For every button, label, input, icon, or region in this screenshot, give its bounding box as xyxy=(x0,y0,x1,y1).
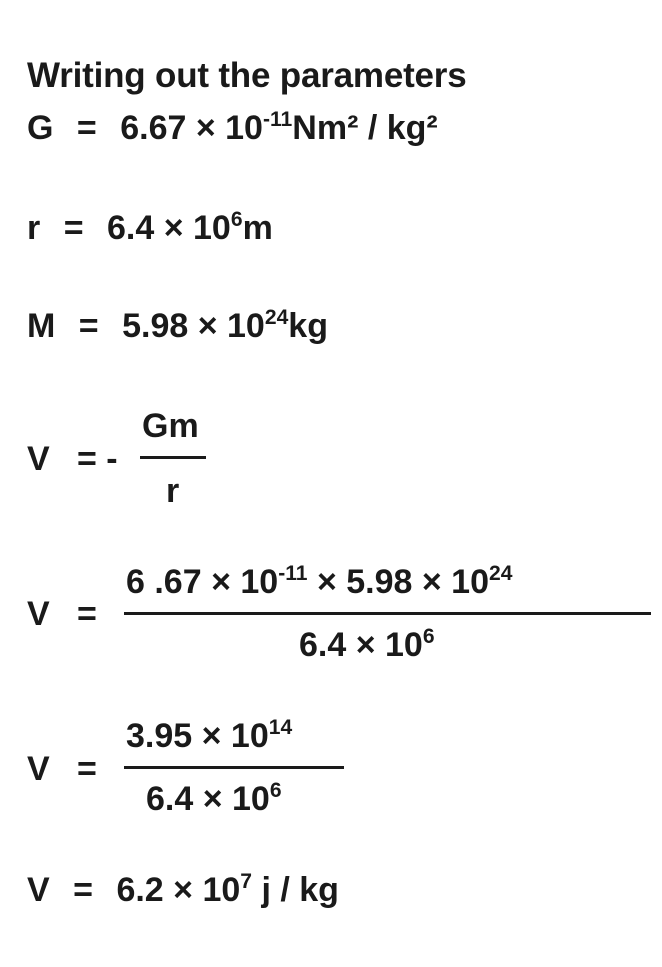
formula-numerator: Gm xyxy=(142,407,199,445)
mass-line xyxy=(27,305,328,345)
simplified-den-exp: 6 xyxy=(269,778,282,802)
m-symbol: M xyxy=(27,307,56,345)
m-exponent: 24 xyxy=(264,305,289,329)
simplified-num-term: 3.95 × 10 xyxy=(126,717,269,755)
simplified-den-term: 6.4 × 10 xyxy=(146,780,270,818)
denominator-term: 6.4 × 10 xyxy=(299,626,423,664)
simplified-denominator xyxy=(146,778,282,818)
g-unit: Nm² / kg² xyxy=(292,109,438,147)
numerator-exp-g: -11 xyxy=(278,561,308,585)
simplified-numerator xyxy=(126,715,293,755)
result-unit: j / kg xyxy=(252,871,339,909)
page-heading: Writing out the parameters xyxy=(27,56,467,95)
r-unit: m xyxy=(242,209,273,247)
result-lhs: V xyxy=(27,871,50,909)
r-symbol: r xyxy=(27,209,41,247)
result-exponent: 7 xyxy=(240,869,253,893)
formula-lhs: V xyxy=(27,440,50,478)
substitution-lhs: V xyxy=(27,595,50,633)
numerator-term-g: 6 .67 × 10 xyxy=(126,563,279,601)
radius-line xyxy=(27,207,273,247)
substitution-denominator xyxy=(299,624,435,664)
simplified-num-exp: 14 xyxy=(268,715,293,739)
equals-sign: = xyxy=(76,109,97,147)
gravitational-constant-line xyxy=(27,107,438,147)
r-exponent: 6 xyxy=(230,207,243,231)
substitution-equals: = xyxy=(77,595,97,633)
substitution-numerator xyxy=(126,561,513,601)
m-mantissa: 5.98 × 10 xyxy=(122,307,265,345)
numerator-term-m: × 5.98 × 10 xyxy=(307,563,489,601)
g-exponent: -11 xyxy=(262,107,293,131)
r-mantissa: 6.4 × 10 xyxy=(107,209,231,247)
formula-fraction-bar xyxy=(140,456,206,459)
g-mantissa: 6.67 × 10 xyxy=(120,109,263,147)
formula-equals-minus: = - xyxy=(77,440,118,478)
denominator-exp: 6 xyxy=(422,624,435,648)
g-symbol: G xyxy=(27,109,54,147)
simplified-fraction-bar xyxy=(124,766,344,769)
equals-sign: = xyxy=(78,307,99,345)
simplified-lhs: V xyxy=(27,750,50,788)
substitution-fraction-bar xyxy=(124,612,651,615)
equals-sign: = xyxy=(63,209,84,247)
numerator-exp-m: 24 xyxy=(489,561,513,585)
result-line xyxy=(27,869,339,909)
formula-denominator: r xyxy=(166,472,180,510)
equals-sign: = xyxy=(73,871,93,909)
m-unit: kg xyxy=(288,307,328,345)
simplified-equals: = xyxy=(77,750,97,788)
result-mantissa: 6.2 × 10 xyxy=(116,871,241,909)
